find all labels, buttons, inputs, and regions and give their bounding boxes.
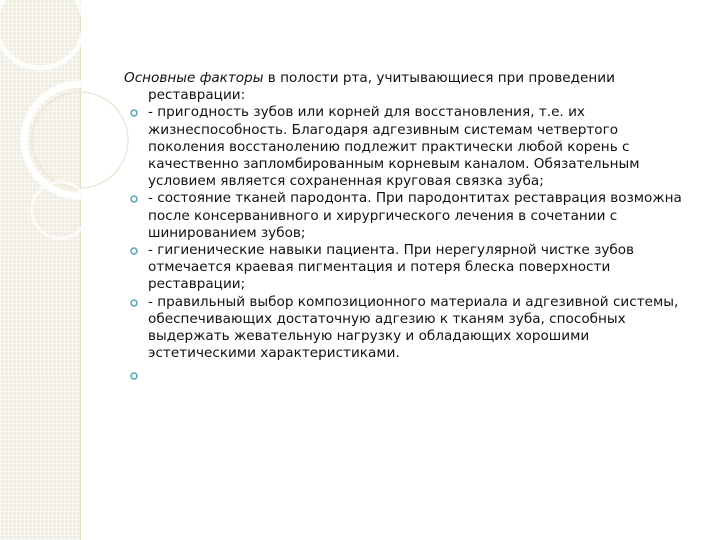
factor-list: [124, 104, 696, 384]
heading-continuation: реставрации:: [148, 87, 246, 104]
slide-content: [124, 70, 696, 385]
bullet-icon: [130, 247, 138, 255]
list-item: [124, 104, 696, 190]
slide-heading: [124, 70, 696, 104]
heading-lead: Основные факторы: [124, 70, 264, 86]
list-item: [124, 294, 696, 363]
list-item-text: - состояние тканей пародонта. При пародонтитах реставрация возможна после консерванивного и хирургического лечения в сочетании с шинированием зубов;: [148, 190, 682, 241]
bullet-icon: [130, 372, 138, 380]
heading-rest: в полости рта, учитывающиеся при проведении: [263, 70, 615, 86]
list-item: [124, 242, 696, 294]
list-item: [124, 190, 696, 242]
bullet-icon: [130, 195, 138, 203]
bullet-icon: [130, 299, 138, 307]
list-item-empty: [124, 367, 696, 384]
list-item-text: - гигиенические навыки пациента. При нерегулярной чистке зубов отмечается краевая пигментация и потеря блеска поверхности реставрации;: [148, 242, 635, 293]
list-item-text: - правильный выбор композиционного материала и адгезивной системы, обеспечивающих достаточную адгезию к тканям зуба, способных выдержать жевательную нагрузку и обладающих хорошими эстетическими характеристиками.: [148, 293, 679, 362]
list-item-text: - пригодность зубов или корней для восстановления, т.е. их жизнеспособность. Благодаря адгезивным системам четвертого поколения восстанолению подлежит практически любой корень с качественно запломбированным корневым каналом. Обязательным условием является сохраненная круговая связка зуба;: [148, 104, 640, 190]
bullet-icon: [130, 109, 138, 117]
